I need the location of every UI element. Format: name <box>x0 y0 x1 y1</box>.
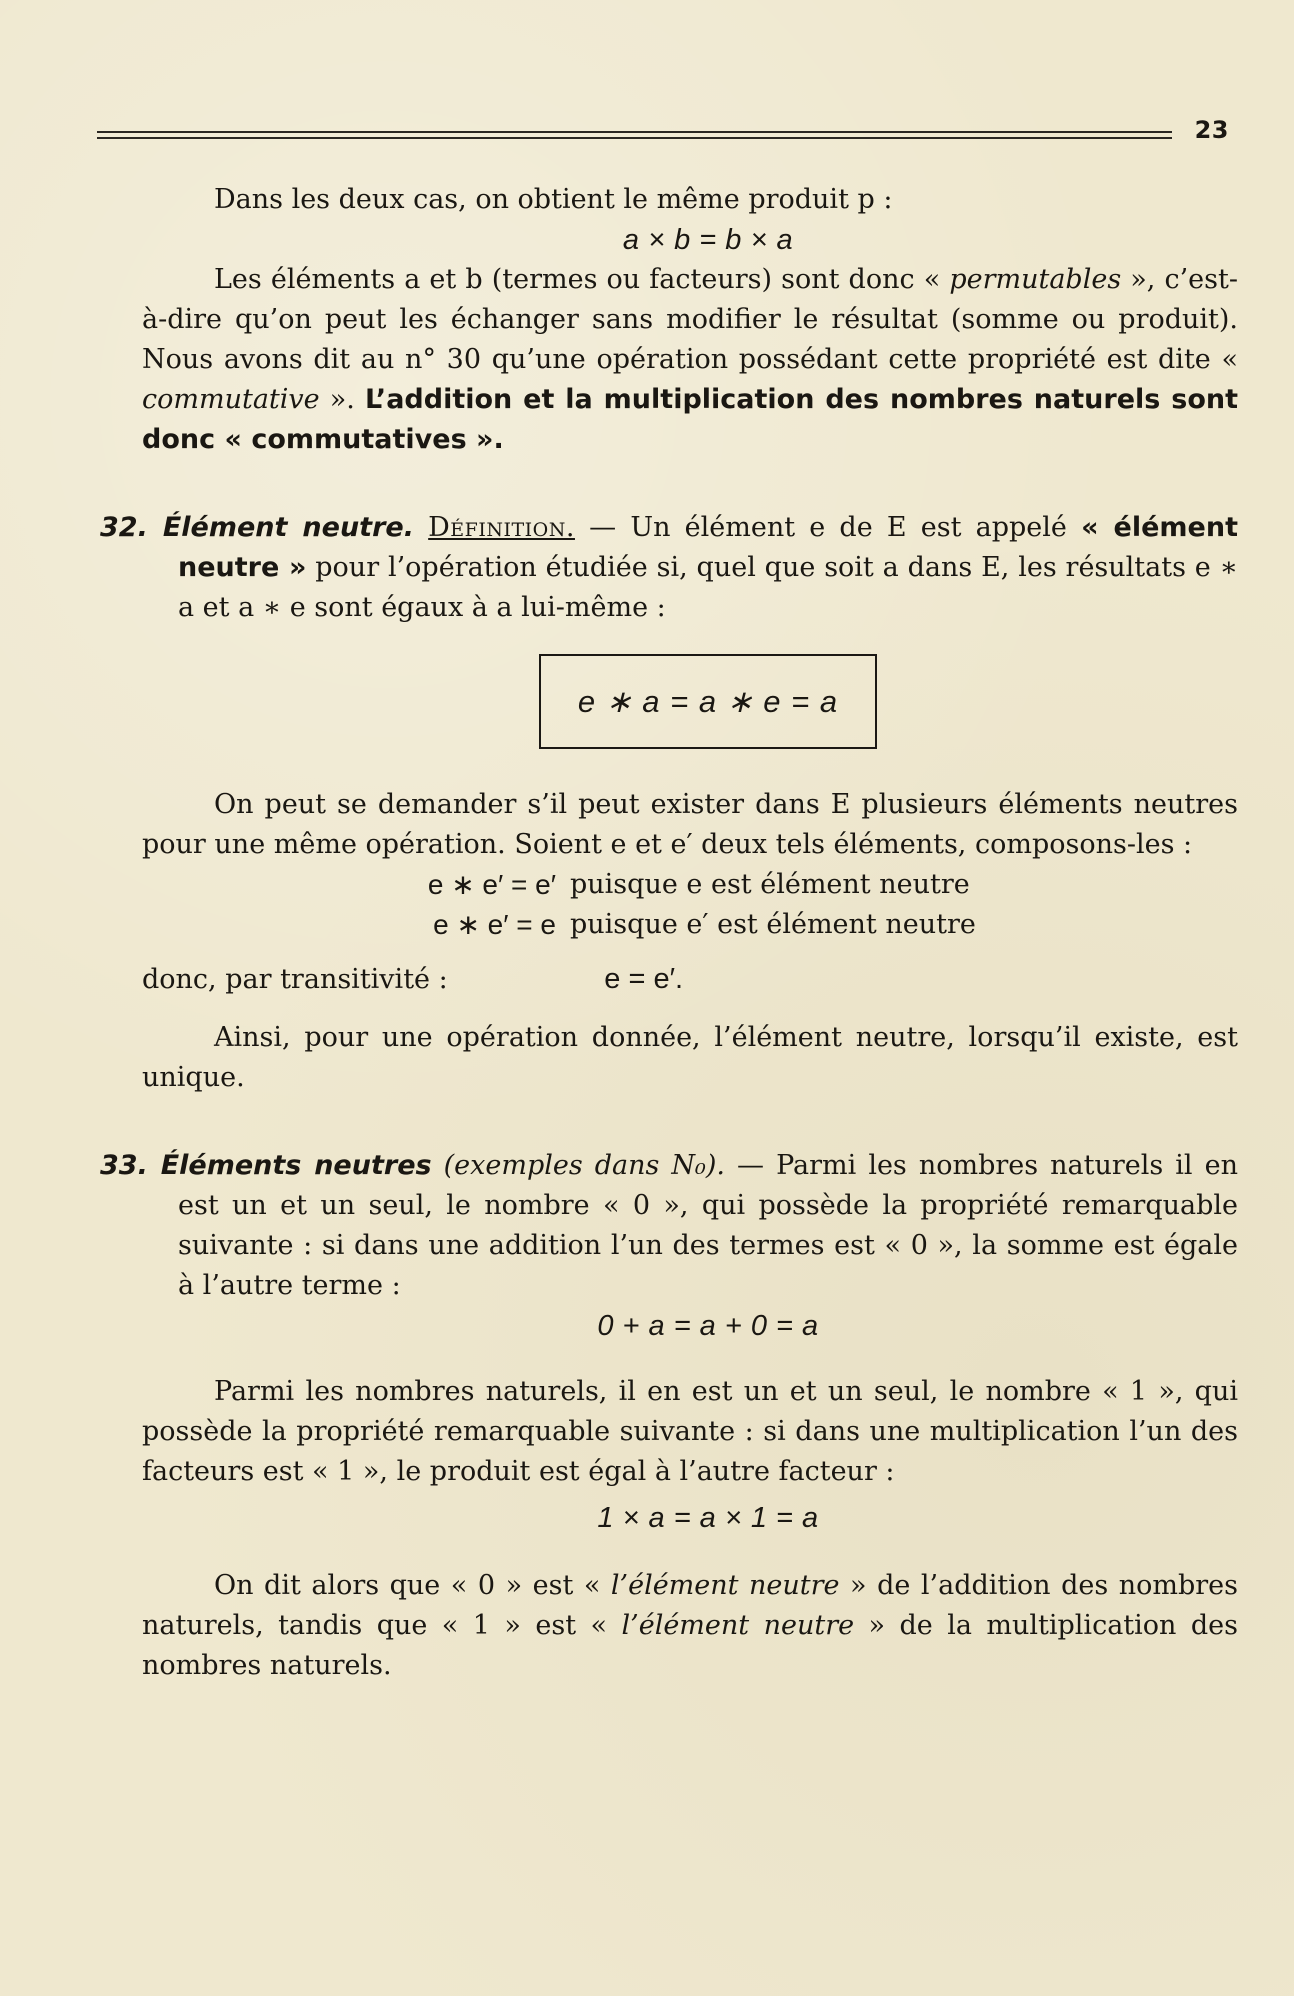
equation-line-2-left: e ∗ e′ = e <box>433 909 556 940</box>
paragraph-multiplication-neutral: Parmi les nombres naturels, il en est un et un seul, le nombre « 1 », qui possède la propriété remarquable suivante : si dans une multiplication l’un des facteurs est « 1 », le produit est égal à l’autre facteur : <box>142 1376 1238 1487</box>
section-33-subtitle: (exemples dans N₀). <box>443 1150 725 1181</box>
term-commutative: commutative <box>142 384 320 415</box>
paragraph-product-intro: Dans les deux cas, on obtient le même produit p : <box>214 184 893 215</box>
text-segment: » de la multiplication des nombres naturels. <box>142 1610 1238 1681</box>
transitivity-equation: e = e′. <box>604 963 684 995</box>
header-rule-bottom <box>97 137 1172 139</box>
transitivity-label: donc, par transitivité : <box>142 964 448 995</box>
text-segment: pour l’opération étudiée si, quel que soit a dans E, les résultats e ∗ a et a ∗ e sont égaux à a lui-même : <box>178 552 1238 623</box>
equation-multiplication-neutral: 1 × a = a × 1 = a <box>597 1502 819 1534</box>
paragraph-neutral-conclusion <box>142 1566 1238 1686</box>
paragraph-transitivity <box>142 959 1238 1000</box>
text-segment: Les éléments a et b (termes ou facteurs) sont donc « <box>214 264 950 295</box>
term-permutables: permutables <box>949 264 1122 295</box>
boxed-equation <box>539 654 877 749</box>
text-segment: ». <box>319 384 365 415</box>
page-content <box>100 180 1238 1686</box>
section-33-paragraph <box>100 1146 1238 1306</box>
paragraph-uniqueness: Ainsi, pour une opération donnée, l’élément neutre, lorsqu’il existe, est unique. <box>142 1022 1238 1093</box>
paragraph-uniqueness-question: On peut se demander s’il peut exister dans E plusieurs éléments neutres pour une même opération. Soient e et e′ deux tels éléments, composons-les : <box>142 789 1238 860</box>
boxed-equation-text: e ∗ a = a ∗ e = a <box>577 683 839 719</box>
statement-commutative: L’addition et la multiplication des nombres naturels sont donc « commutatives ». <box>142 384 1238 455</box>
text-segment: On dit alors que « 0 » est « <box>214 1570 611 1601</box>
equation-line-2-right: puisque e′ est élément neutre <box>570 909 976 940</box>
term-element-neutre-add: l’élément neutre <box>610 1570 840 1601</box>
definition-label: Définition. <box>428 512 575 543</box>
term-element-neutre: « élément neutre » <box>178 512 1238 583</box>
term-element-neutre-mult: l’élément neutre <box>621 1610 855 1641</box>
text-segment: », c’est-à-dire qu’on peut les échanger sans modifier le résultat (somme ou produit). Nous avons dit au n° 30 qu’une opération possédant cette propriété est dite « <box>142 264 1238 375</box>
header-rule-top <box>97 131 1172 133</box>
section-32-title: 32. Élément neutre. <box>100 512 414 543</box>
equation-line-1-left: e ∗ e′ = e′ <box>427 869 556 900</box>
text-segment: — Un élément e de E est appelé <box>574 512 1082 543</box>
section-32-paragraph <box>100 508 1238 628</box>
section-33-title: 33. Éléments neutres <box>100 1150 432 1181</box>
paragraph-permutables <box>142 260 1238 460</box>
text-segment: — Parmi les nombres naturels il en est un et un seul, le nombre « 0 », qui possède la propriété remarquable suivante : si dans une addition l’un des termes est « 0 », la somme est égale à l’autre terme : <box>178 1150 1238 1301</box>
page-number: 23 <box>1194 116 1229 144</box>
equation-commutative-product: a × b = b × a <box>622 224 794 256</box>
equation-line-1-right: puisque e est élément neutre <box>570 869 970 900</box>
text-segment: » de l’addition des nombres naturels, tandis que « 1 » est « <box>142 1570 1238 1641</box>
equation-line-2 <box>178 905 1238 945</box>
equation-addition-neutral: 0 + a = a + 0 = a <box>597 1310 819 1342</box>
equation-line-1 <box>178 865 1238 905</box>
page-header <box>97 113 1229 155</box>
